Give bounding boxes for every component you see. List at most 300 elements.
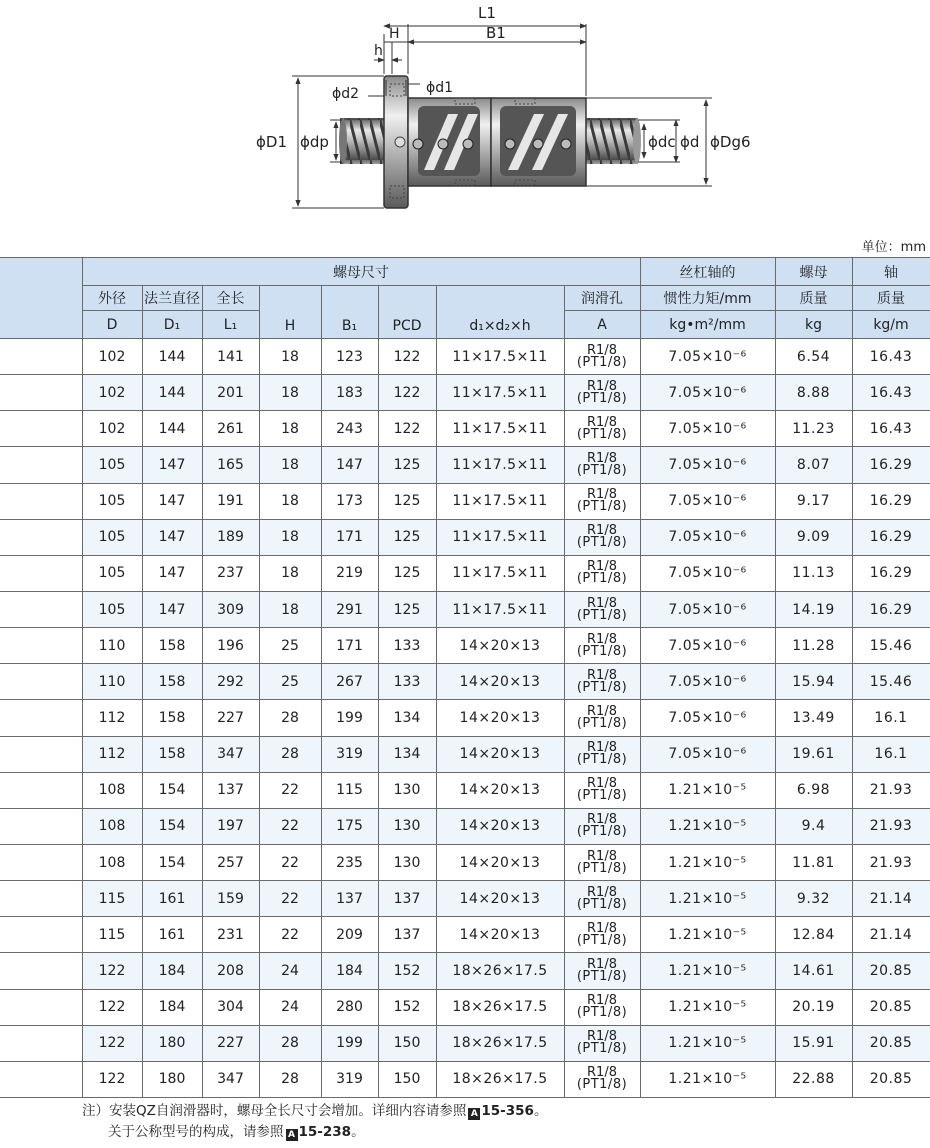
cell-PCD: 125: [378, 555, 436, 591]
cell-A-line1: R1/8: [587, 523, 617, 539]
footnote-1-text: 注）安装QZ自润滑器时，螺母全长尺寸会增加。详细内容请参照: [82, 1103, 467, 1119]
header-D1-sym: D₁: [142, 311, 202, 339]
cell-shaft-mass: 21.93: [852, 772, 930, 808]
table-row: [0, 519, 930, 555]
table-row: [0, 953, 930, 989]
cell-B1: 175: [321, 808, 378, 844]
cell-d1d2h: 18×26×17.5: [436, 1061, 564, 1097]
cell-D: 112: [82, 736, 142, 772]
model-cell: [0, 808, 82, 844]
cell-H: 22: [259, 844, 321, 880]
cell-A: [564, 844, 640, 880]
cell-d1d2h: 11×17.5×11: [436, 447, 564, 483]
cell-nut-mass: 9.32: [775, 881, 852, 917]
cell-D1: 144: [142, 411, 202, 447]
cell-inertia: 1.21×10⁻⁵: [640, 953, 775, 989]
cell-D: 102: [82, 339, 142, 375]
cell-B1: 243: [321, 411, 378, 447]
cell-L1: 347: [202, 736, 259, 772]
cell-d1d2h: 11×17.5×11: [436, 411, 564, 447]
cell-D: 102: [82, 375, 142, 411]
cell-PCD: 122: [378, 375, 436, 411]
cell-A-line1: R1/8: [587, 450, 617, 466]
cell-PCD: 150: [378, 1061, 436, 1097]
table-row: [0, 844, 930, 880]
table-row: [0, 881, 930, 917]
label-d1: ϕd1: [426, 80, 454, 96]
cell-shaft-mass: 21.93: [852, 844, 930, 880]
label-B1: B1: [486, 24, 506, 42]
cell-inertia: 7.05×10⁻⁶: [640, 447, 775, 483]
cell-shaft-mass: 20.85: [852, 1025, 930, 1061]
cell-inertia: 1.21×10⁻⁵: [640, 881, 775, 917]
cell-L1: 137: [202, 772, 259, 808]
cell-B1: 173: [321, 483, 378, 519]
cell-D: 105: [82, 591, 142, 627]
model-cell: [0, 989, 82, 1025]
cell-H: 25: [259, 628, 321, 664]
cell-H: 22: [259, 917, 321, 953]
cell-A-line2: (PT1/8): [576, 535, 628, 551]
cell-d1d2h: 14×20×13: [436, 664, 564, 700]
table-row: [0, 411, 930, 447]
cell-nut-mass: 9.4: [775, 808, 852, 844]
cell-A-line1: R1/8: [587, 920, 617, 936]
cell-B1: 184: [321, 953, 378, 989]
cell-L1: 309: [202, 591, 259, 627]
cell-A: [564, 664, 640, 700]
cell-d1d2h: 18×26×17.5: [436, 1025, 564, 1061]
cell-H: 18: [259, 411, 321, 447]
cell-inertia: 7.05×10⁻⁶: [640, 664, 775, 700]
header-d1d2h: d₁×d₂×h: [436, 286, 564, 339]
cell-L1: 191: [202, 483, 259, 519]
screw-shaft-left: [339, 118, 386, 164]
cell-nut-mass: 8.07: [775, 447, 852, 483]
cell-shaft-mass: 21.93: [852, 808, 930, 844]
header-nut-mass-line1: 螺母: [775, 258, 852, 286]
cell-B1: 209: [321, 917, 378, 953]
table-row: [0, 628, 930, 664]
cell-A-line2: (PT1/8): [576, 354, 628, 370]
label-dc: ϕdc: [648, 133, 676, 151]
cell-A-line2: (PT1/8): [576, 824, 628, 840]
footnote-1: [82, 1101, 547, 1122]
cell-inertia: 7.05×10⁻⁶: [640, 375, 775, 411]
cell-d1d2h: 11×17.5×11: [436, 591, 564, 627]
table-row: [0, 700, 930, 736]
cell-L1: 304: [202, 989, 259, 1025]
cell-A-line2: (PT1/8): [576, 752, 628, 768]
cell-L1: 261: [202, 411, 259, 447]
footnotes: [82, 1101, 547, 1143]
cell-d1d2h: 14×20×13: [436, 917, 564, 953]
cell-B1: 280: [321, 989, 378, 1025]
model-cell: [0, 772, 82, 808]
cell-D: 105: [82, 447, 142, 483]
cell-shaft-mass: 15.46: [852, 664, 930, 700]
unit-label: 单位：mm: [861, 240, 926, 255]
cell-D: 108: [82, 772, 142, 808]
cell-inertia: 7.05×10⁻⁶: [640, 519, 775, 555]
table-row: [0, 339, 930, 375]
cell-A: [564, 519, 640, 555]
label-Dg6: ϕDg6: [710, 133, 751, 151]
cell-PCD: 152: [378, 989, 436, 1025]
cell-shaft-mass: 20.85: [852, 1061, 930, 1097]
cell-PCD: 122: [378, 339, 436, 375]
cell-A-line1: R1/8: [587, 956, 617, 972]
cell-H: 18: [259, 555, 321, 591]
cell-A-line2: (PT1/8): [576, 571, 628, 587]
header-A-sym: A: [564, 311, 640, 339]
cell-inertia: 7.05×10⁻⁶: [640, 555, 775, 591]
cell-PCD: 130: [378, 772, 436, 808]
cell-D1: 147: [142, 447, 202, 483]
cell-A: [564, 881, 640, 917]
cell-H: 18: [259, 483, 321, 519]
cell-shaft-mass: 16.29: [852, 555, 930, 591]
footnote-2-ref-link[interactable]: 15-238: [298, 1124, 352, 1140]
model-cell: [0, 1061, 82, 1097]
cell-A-line2: (PT1/8): [576, 643, 628, 659]
cell-PCD: 130: [378, 844, 436, 880]
cell-A-line1: R1/8: [587, 342, 617, 358]
cell-nut-mass: 8.88: [775, 375, 852, 411]
cell-inertia: 7.05×10⁻⁶: [640, 736, 775, 772]
cell-PCD: 134: [378, 736, 436, 772]
cell-H: 18: [259, 519, 321, 555]
cell-L1: 141: [202, 339, 259, 375]
cell-d1d2h: 11×17.5×11: [436, 555, 564, 591]
cell-inertia: 7.05×10⁻⁶: [640, 591, 775, 627]
header-shaft-mass-line2: 质量: [852, 286, 930, 311]
cell-shaft-mass: 16.29: [852, 591, 930, 627]
cell-L1: 201: [202, 375, 259, 411]
cell-A: [564, 628, 640, 664]
cell-shaft-mass: 21.14: [852, 917, 930, 953]
header-inertia-line2: 惯性力矩/mm: [640, 286, 775, 311]
cell-D1: 147: [142, 591, 202, 627]
footnote-2-end: 。: [351, 1124, 365, 1140]
cell-PCD: 125: [378, 519, 436, 555]
cell-D1: 158: [142, 664, 202, 700]
cell-shaft-mass: 21.14: [852, 881, 930, 917]
cell-D1: 161: [142, 881, 202, 917]
cell-D: 110: [82, 664, 142, 700]
header-A-name: 润滑孔: [564, 286, 640, 311]
cell-A-line1: R1/8: [587, 884, 617, 900]
cell-nut-mass: 9.17: [775, 483, 852, 519]
cell-A-line2: (PT1/8): [576, 1077, 628, 1093]
model-cell: [0, 375, 82, 411]
cell-D1: 144: [142, 375, 202, 411]
cell-B1: 235: [321, 844, 378, 880]
model-column-header: [0, 258, 82, 339]
cell-d1d2h: 11×17.5×11: [436, 483, 564, 519]
model-cell: [0, 881, 82, 917]
cell-H: 28: [259, 1061, 321, 1097]
header-shaft-mass-unit: kg/m: [852, 311, 930, 339]
cell-A-line2: (PT1/8): [576, 715, 628, 731]
header-nut-dimensions: 螺母尺寸: [82, 258, 640, 286]
cell-B1: 147: [321, 447, 378, 483]
cell-nut-mass: 11.28: [775, 628, 852, 664]
cell-inertia: 7.05×10⁻⁶: [640, 628, 775, 664]
cell-A-line2: (PT1/8): [576, 896, 628, 912]
cell-A-line1: R1/8: [587, 595, 617, 611]
model-cell: [0, 844, 82, 880]
label-d2: ϕd2: [332, 86, 360, 102]
cell-B1: 183: [321, 375, 378, 411]
cell-D: 115: [82, 917, 142, 953]
cell-inertia: 1.21×10⁻⁵: [640, 1025, 775, 1061]
cell-d1d2h: 11×17.5×11: [436, 519, 564, 555]
cell-A-line2: (PT1/8): [576, 426, 628, 442]
cell-B1: 199: [321, 700, 378, 736]
table-row: [0, 989, 930, 1025]
footnote-1-ref-link[interactable]: 15-356: [481, 1103, 534, 1119]
header-D-name: 外径: [82, 286, 142, 311]
cell-d1d2h: 14×20×13: [436, 736, 564, 772]
cell-A-line1: R1/8: [587, 1065, 617, 1081]
cell-d1d2h: 14×20×13: [436, 700, 564, 736]
cell-A-line2: (PT1/8): [576, 932, 628, 948]
cell-d1d2h: 11×17.5×11: [436, 375, 564, 411]
cell-A-line2: (PT1/8): [576, 1041, 628, 1057]
header-nut-mass-unit: kg: [775, 311, 852, 339]
cell-D: 105: [82, 519, 142, 555]
cell-nut-mass: 11.13: [775, 555, 852, 591]
cell-shaft-mass: 16.43: [852, 411, 930, 447]
table-row: [0, 772, 930, 808]
cell-nut-mass: 6.54: [775, 339, 852, 375]
table-row: [0, 555, 930, 591]
cell-A: [564, 917, 640, 953]
cell-L1: 292: [202, 664, 259, 700]
cell-nut-mass: 14.19: [775, 591, 852, 627]
cell-B1: 123: [321, 339, 378, 375]
table-row: [0, 736, 930, 772]
cell-B1: 115: [321, 772, 378, 808]
cell-A-line1: R1/8: [587, 559, 617, 575]
cell-L1: 197: [202, 808, 259, 844]
cell-A: [564, 1061, 640, 1097]
cell-L1: 189: [202, 519, 259, 555]
cell-A-line2: (PT1/8): [576, 462, 628, 478]
cell-inertia: 7.05×10⁻⁶: [640, 339, 775, 375]
cell-L1: 347: [202, 1061, 259, 1097]
cell-nut-mass: 15.94: [775, 664, 852, 700]
cell-inertia: 1.21×10⁻⁵: [640, 772, 775, 808]
cell-B1: 199: [321, 1025, 378, 1061]
cell-B1: 171: [321, 519, 378, 555]
cell-H: 24: [259, 953, 321, 989]
cell-D1: 154: [142, 808, 202, 844]
model-cell: [0, 736, 82, 772]
cell-L1: 227: [202, 1025, 259, 1061]
header-B1: B₁: [321, 286, 378, 339]
header-D-sym: D: [82, 311, 142, 339]
cell-A-line1: R1/8: [587, 812, 617, 828]
model-cell: [0, 628, 82, 664]
cell-H: 18: [259, 339, 321, 375]
cell-shaft-mass: 16.1: [852, 736, 930, 772]
cell-shaft-mass: 20.85: [852, 989, 930, 1025]
cell-shaft-mass: 20.85: [852, 953, 930, 989]
table-row: [0, 591, 930, 627]
cell-H: 28: [259, 1025, 321, 1061]
cell-A-line2: (PT1/8): [576, 607, 628, 623]
cell-A-line1: R1/8: [587, 667, 617, 683]
cell-A-line2: (PT1/8): [576, 679, 628, 695]
cell-inertia: 7.05×10⁻⁶: [640, 411, 775, 447]
cell-D: 102: [82, 411, 142, 447]
cell-nut-mass: 20.19: [775, 989, 852, 1025]
cell-d1d2h: 18×26×17.5: [436, 989, 564, 1025]
header-nut-mass-line2: 质量: [775, 286, 852, 311]
model-cell: [0, 700, 82, 736]
cell-PCD: 125: [378, 447, 436, 483]
cell-d1d2h: 14×20×13: [436, 628, 564, 664]
cell-PCD: 137: [378, 917, 436, 953]
model-cell: [0, 917, 82, 953]
cell-A: [564, 989, 640, 1025]
cell-L1: 159: [202, 881, 259, 917]
cell-A: [564, 953, 640, 989]
cell-A: [564, 772, 640, 808]
footnote-1-end: 。: [533, 1103, 548, 1119]
cell-A-line2: (PT1/8): [576, 499, 628, 515]
cell-A: [564, 483, 640, 519]
cell-D1: 184: [142, 953, 202, 989]
cell-inertia: 1.21×10⁻⁵: [640, 989, 775, 1025]
model-cell: [0, 1025, 82, 1061]
label-dp: ϕdp: [300, 133, 329, 151]
reference-book-icon: A: [468, 1108, 480, 1120]
cell-nut-mass: 11.23: [775, 411, 852, 447]
cell-d1d2h: 18×26×17.5: [436, 953, 564, 989]
cell-D1: 184: [142, 989, 202, 1025]
cell-L1: 208: [202, 953, 259, 989]
header-H: H: [259, 286, 321, 339]
cell-A-line2: (PT1/8): [576, 860, 628, 876]
table-row: [0, 447, 930, 483]
cell-d1d2h: 14×20×13: [436, 808, 564, 844]
header-L1-name: 全长: [202, 286, 259, 311]
cell-nut-mass: 12.84: [775, 917, 852, 953]
cell-H: 28: [259, 736, 321, 772]
cell-L1: 237: [202, 555, 259, 591]
cell-A: [564, 447, 640, 483]
cell-D: 105: [82, 483, 142, 519]
cell-inertia: 1.21×10⁻⁵: [640, 1061, 775, 1097]
cell-inertia: 7.05×10⁻⁶: [640, 483, 775, 519]
cell-D: 122: [82, 1061, 142, 1097]
nut-flange: [384, 76, 408, 208]
model-cell: [0, 519, 82, 555]
nut-body-right: [491, 98, 586, 186]
cell-D1: 147: [142, 555, 202, 591]
cell-H: 22: [259, 808, 321, 844]
cell-A-line1: R1/8: [587, 378, 617, 394]
table-row: [0, 483, 930, 519]
cell-inertia: 1.21×10⁻⁵: [640, 917, 775, 953]
cell-L1: 257: [202, 844, 259, 880]
cell-B1: 219: [321, 555, 378, 591]
cell-PCD: 150: [378, 1025, 436, 1061]
table-row: [0, 664, 930, 700]
cell-D1: 161: [142, 917, 202, 953]
cell-A-line1: R1/8: [587, 703, 617, 719]
cell-D: 108: [82, 808, 142, 844]
cell-shaft-mass: 16.29: [852, 519, 930, 555]
cell-B1: 137: [321, 881, 378, 917]
cell-A-line1: R1/8: [587, 487, 617, 503]
cell-PCD: 133: [378, 664, 436, 700]
ball-screw-nut-drawing: [0, 0, 930, 235]
cell-nut-mass: 15.91: [775, 1025, 852, 1061]
cell-inertia: 7.05×10⁻⁶: [640, 700, 775, 736]
cell-shaft-mass: 15.46: [852, 628, 930, 664]
cell-A-line2: (PT1/8): [576, 968, 628, 984]
cell-PCD: 130: [378, 808, 436, 844]
cell-PCD: 122: [378, 411, 436, 447]
spec-table: [0, 257, 930, 1098]
cell-PCD: 125: [378, 591, 436, 627]
cell-A-line1: R1/8: [587, 993, 617, 1009]
cell-H: 18: [259, 375, 321, 411]
cell-D: 115: [82, 881, 142, 917]
cell-D: 108: [82, 844, 142, 880]
cell-shaft-mass: 16.29: [852, 447, 930, 483]
cell-D1: 147: [142, 519, 202, 555]
cell-PCD: 152: [378, 953, 436, 989]
cell-L1: 165: [202, 447, 259, 483]
cell-A-line1: R1/8: [587, 414, 617, 430]
cell-L1: 227: [202, 700, 259, 736]
cell-D1: 144: [142, 339, 202, 375]
label-H: H: [389, 26, 400, 42]
label-h: h: [374, 43, 383, 59]
cell-nut-mass: 22.88: [775, 1061, 852, 1097]
footnote-2: [82, 1122, 547, 1143]
model-cell: [0, 447, 82, 483]
model-cell: [0, 953, 82, 989]
cell-d1d2h: 11×17.5×11: [436, 339, 564, 375]
cell-PCD: 134: [378, 700, 436, 736]
cell-A: [564, 591, 640, 627]
cell-A-line1: R1/8: [587, 631, 617, 647]
cell-A: [564, 555, 640, 591]
cell-L1: 196: [202, 628, 259, 664]
cell-A-line1: R1/8: [587, 1029, 617, 1045]
footnote-2-text: 关于公称型号的构成，请参照: [108, 1124, 284, 1140]
cell-nut-mass: 9.09: [775, 519, 852, 555]
table-row: [0, 917, 930, 953]
model-cell: [0, 483, 82, 519]
cell-shaft-mass: 16.43: [852, 339, 930, 375]
cell-B1: 267: [321, 664, 378, 700]
cell-A: [564, 736, 640, 772]
cell-H: 24: [259, 989, 321, 1025]
cell-A-line1: R1/8: [587, 776, 617, 792]
cell-D: 122: [82, 989, 142, 1025]
cell-D: 110: [82, 628, 142, 664]
cell-D1: 154: [142, 772, 202, 808]
screw-shaft-right: [586, 118, 641, 164]
cell-shaft-mass: 16.43: [852, 375, 930, 411]
